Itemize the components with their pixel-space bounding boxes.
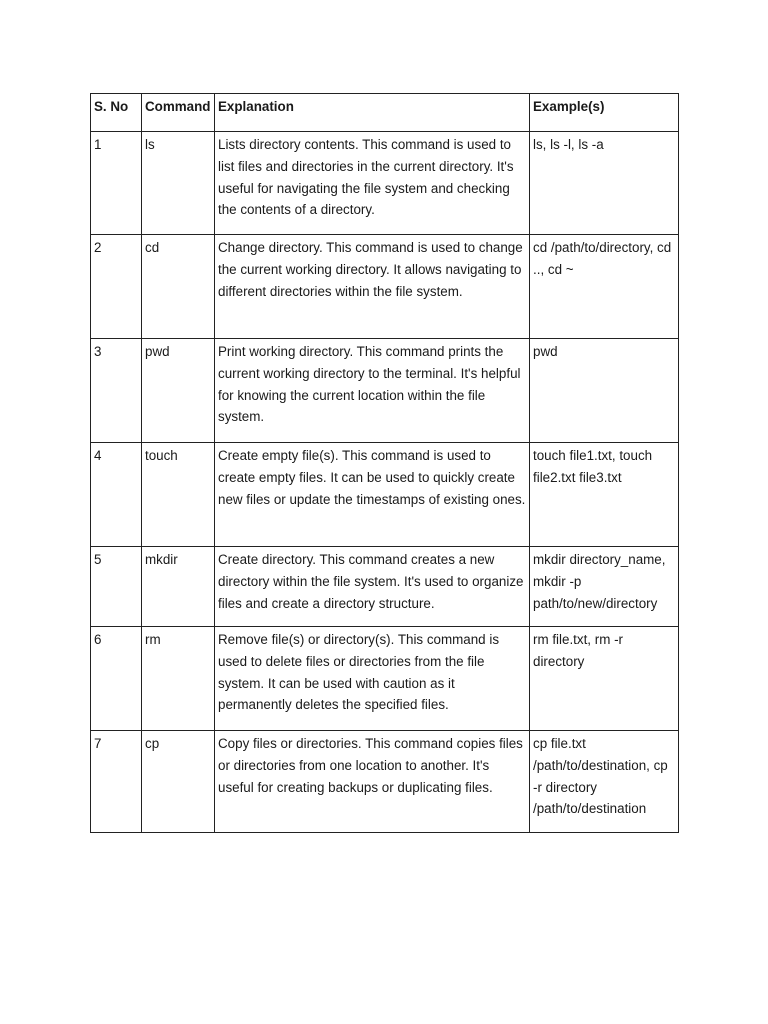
header-examples: Example(s) <box>530 94 679 132</box>
cell-command: cp <box>142 731 215 833</box>
cell-examples: pwd <box>530 339 679 443</box>
commands-table <box>90 93 679 833</box>
table-row <box>91 443 679 547</box>
cell-examples: cd /path/to/directory, cd .., cd ~ <box>530 235 679 339</box>
table-row <box>91 132 679 235</box>
cell-examples: mkdir directory_name, mkdir -p path/to/new/directory <box>530 547 679 627</box>
cell-sno: 1 <box>91 132 142 235</box>
cell-explanation: Create empty file(s). This command is used to create empty files. It can be used to quickly create new files or update the timestamps of existing ones. <box>215 443 530 547</box>
cell-sno: 3 <box>91 339 142 443</box>
table-row <box>91 627 679 731</box>
cell-command: pwd <box>142 339 215 443</box>
cell-explanation: Change directory. This command is used to change the current working directory. It allows navigating to different directories within the file system. <box>215 235 530 339</box>
cell-command: mkdir <box>142 547 215 627</box>
table-row <box>91 235 679 339</box>
header-command: Command <box>142 94 215 132</box>
cell-examples: ls, ls -l, ls -a <box>530 132 679 235</box>
cell-explanation: Lists directory contents. This command is used to list files and directories in the current directory. It's useful for navigating the file system and checking the contents of a directory. <box>215 132 530 235</box>
cell-examples: rm file.txt, rm -r directory <box>530 627 679 731</box>
cell-examples: touch file1.txt, touch file2.txt file3.txt <box>530 443 679 547</box>
cell-command: cd <box>142 235 215 339</box>
cell-command: touch <box>142 443 215 547</box>
cell-command: ls <box>142 132 215 235</box>
table-row <box>91 731 679 833</box>
cell-explanation: Print working directory. This command prints the current working directory to the terminal. It's helpful for knowing the current location within the file system. <box>215 339 530 443</box>
cell-explanation: Create directory. This command creates a new directory within the file system. It's used to organize files and create a directory structure. <box>215 547 530 627</box>
cell-explanation: Remove file(s) or directory(s). This command is used to delete files or directories from the file system. It can be used with caution as it permanently deletes the specified files. <box>215 627 530 731</box>
table-row <box>91 339 679 443</box>
table-row <box>91 547 679 627</box>
cell-sno: 6 <box>91 627 142 731</box>
header-explanation: Explanation <box>215 94 530 132</box>
cell-sno: 7 <box>91 731 142 833</box>
header-sno: S. No <box>91 94 142 132</box>
cell-explanation: Copy files or directories. This command copies files or directories from one location to another. It's useful for creating backups or duplicating files. <box>215 731 530 833</box>
table-header-row <box>91 94 679 132</box>
cell-command: rm <box>142 627 215 731</box>
cell-sno: 4 <box>91 443 142 547</box>
cell-sno: 2 <box>91 235 142 339</box>
cell-examples: cp file.txt /path/to/destination, cp -r directory /path/to/destination <box>530 731 679 833</box>
cell-sno: 5 <box>91 547 142 627</box>
